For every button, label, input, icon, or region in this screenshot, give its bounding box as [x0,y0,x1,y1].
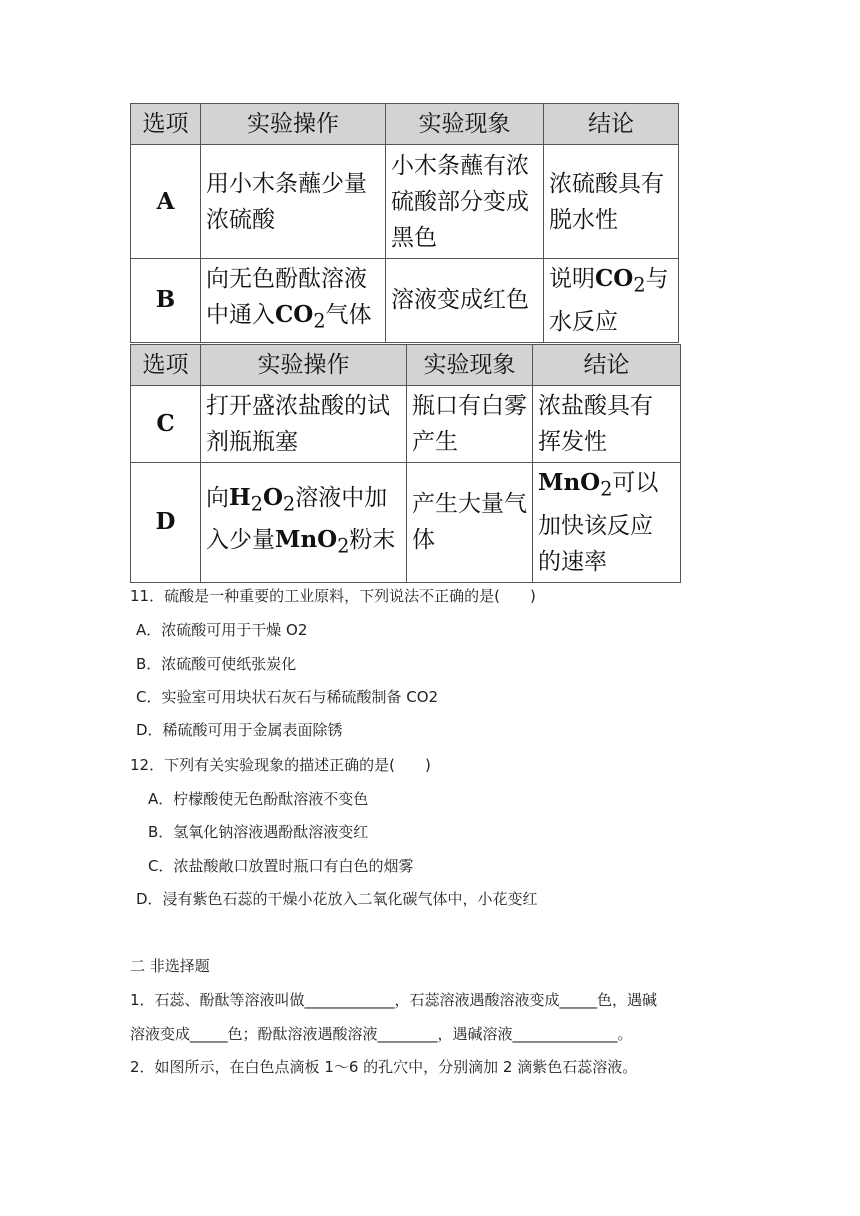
option-cell: D [131,463,201,583]
q12-option-b: B．氢氧化钠溶液遇酚酞溶液变红 [148,823,369,841]
operation-cell [201,259,386,343]
q11-option-a: A．浓硫酸可用于干燥 O2 [136,621,308,639]
header-conclusion: 结论 [544,104,679,145]
conclusion-cell: 浓硫酸具有脱水性 [544,145,679,259]
operation-text-end: 粉末 [349,527,396,554]
q11-option-c: C．实验室可用块状石灰石与稀硫酸制备 CO2 [136,688,439,706]
conclusion-cell [544,259,679,343]
phenomenon-cell: 产生大量气体 [407,463,533,583]
phenomenon-cell: 瓶口有白雾产生 [407,386,533,463]
q11-option-d: D．稀硫酸可用于金属表面除锈 [136,721,343,739]
conclusion-text-end: 与水反应 [549,266,669,335]
conclusion-cell: 浓盐酸具有挥发性 [533,386,681,463]
mno2-subscript: 2 [600,477,613,501]
co2-formula: CO [275,301,314,328]
co2-formula: CO [595,265,634,292]
h-formula: H [229,483,251,511]
header-conclusion: 结论 [533,345,681,386]
header-operation: 实验操作 [201,345,407,386]
question-11-stem: 11．硫酸是一种重要的工业原料，下列说法不正确的是( ) [130,587,536,605]
o-formula: O [262,483,283,511]
experiment-table-ab [130,103,679,343]
o-subscript: 2 [282,492,296,516]
header-option: 选项 [131,104,201,145]
table-header-row [131,345,681,386]
operation-text-mid: 溶液中加入少量 [206,484,388,554]
question-12-stem: 12．下列有关实验现象的描述正确的是( ) [130,756,431,774]
h-subscript: 2 [250,492,263,516]
header-phenomenon: 实验现象 [386,104,544,145]
operation-text-end: 气体 [325,302,372,328]
conclusion-cell [533,463,681,583]
co2-subscript: 2 [633,273,646,297]
mno2-formula: MnO [275,526,338,554]
conclusion-text: 可以加快该反应的速率 [538,470,659,575]
operation-cell: 用小木条蘸少量浓硫酸 [201,145,386,259]
table-row [131,145,679,259]
operation-cell: 打开盛浓盐酸的试剂瓶瓶塞 [201,386,407,463]
q12-option-a: A．柠檬酸使无色酚酞溶液不变色 [148,790,369,808]
table-row [131,259,679,343]
header-option: 选项 [131,345,201,386]
option-cell: B [131,259,201,343]
fill-question-1-line-2: 溶液变成_____色；酚酞溶液遇酸溶液________，遇碱溶液______________。 [130,1025,633,1043]
fill-question-2: 2．如图所示，在白色点滴板 1～6 的孔穴中，分别滴加 2 滴紫色石蕊溶液。 [130,1058,638,1076]
table-row [131,463,681,583]
header-phenomenon: 实验现象 [407,345,533,386]
option-cell: A [131,145,201,259]
q12-option-d: D．浸有紫色石蕊的干燥小花放入二氧化碳气体中，小花变红 [136,890,538,908]
section-title: 二 非选择题 [130,957,210,975]
phenomenon-cell: 溶液变成红色 [386,259,544,343]
conclusion-text: 说明 [549,266,595,292]
phenomenon-cell: 小木条蘸有浓硫酸部分变成黑色 [386,145,544,259]
operation-text: 向无色酚酞溶液中通入 [206,266,367,328]
mno2-formula: MnO [538,469,601,496]
operation-text: 向 [206,484,229,511]
mno2-subscript: 2 [337,534,350,558]
table-row [131,386,681,463]
fill-question-1-line-1: 1．石蕊、酚酞等溶液叫做____________，石蕊溶液遇酸溶液变成_____色，遇碱 [130,991,658,1009]
q11-option-b: B．浓硫酸可使纸张炭化 [136,655,297,673]
header-operation: 实验操作 [201,104,386,145]
table-header-row [131,104,679,145]
experiment-table-cd [130,344,681,583]
q12-option-c: C．浓盐酸敞口放置时瓶口有白色的烟雾 [148,857,414,875]
co2-subscript: 2 [313,309,326,333]
operation-cell [201,463,407,583]
option-cell: C [131,386,201,463]
